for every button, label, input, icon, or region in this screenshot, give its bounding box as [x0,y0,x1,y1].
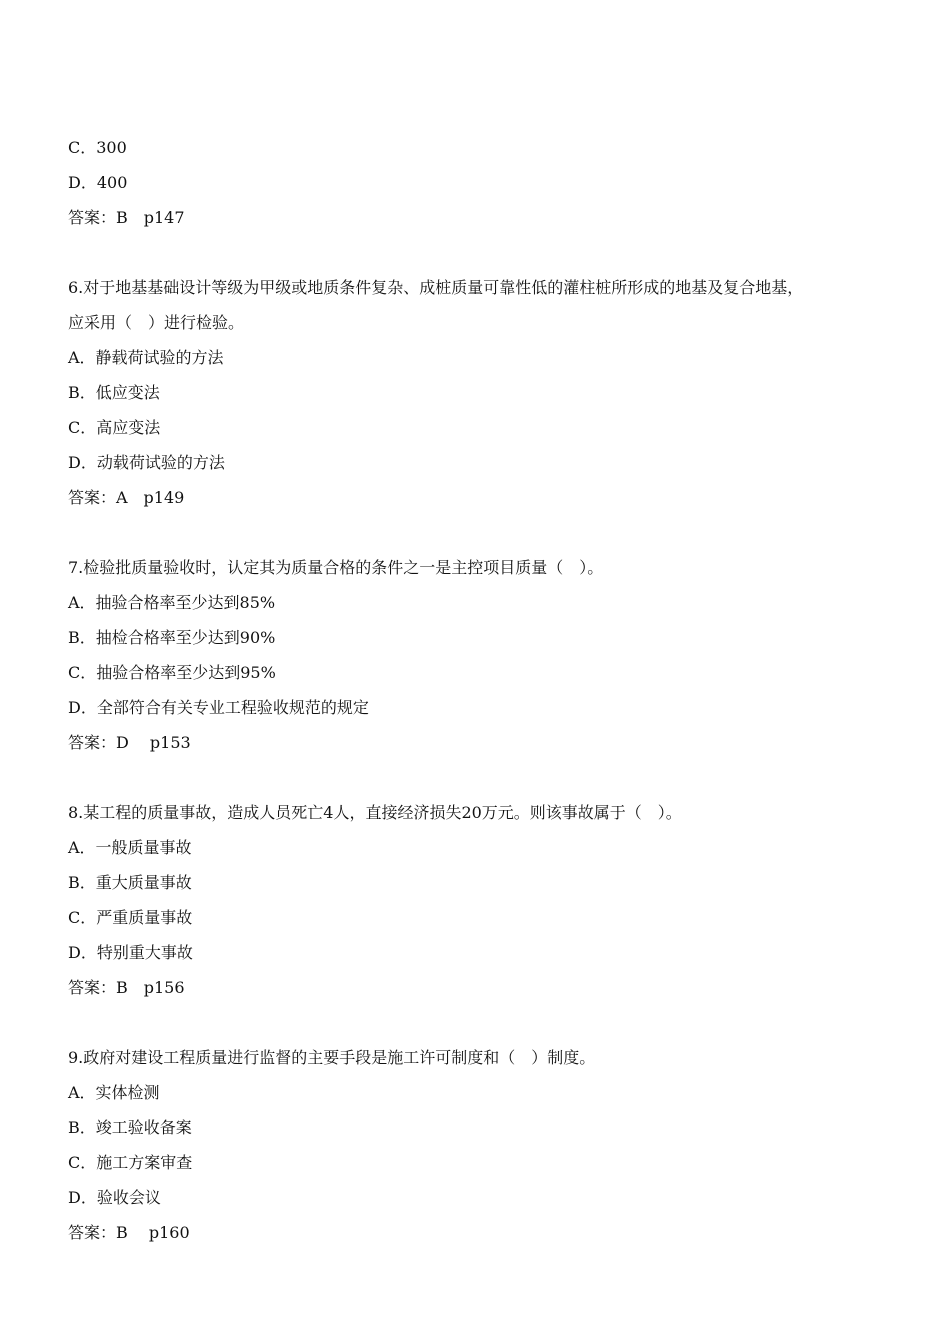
question-7-option-c: C．抽验合格率至少达到95% [68,663,276,682]
question-8-option-c: C．严重质量事故 [68,908,193,927]
question-6-option-c: C．高应变法 [68,418,161,437]
question-8-option-b: B．重大质量事故 [68,873,192,892]
question-7-option-a: A．抽验合格率至少达到85% [68,593,276,612]
question-7-option-b: B．抽检合格率至少达到90% [68,628,276,647]
option-d: D．400 [68,173,128,192]
question-6-option-d: D．动载荷试验的方法 [68,453,225,472]
question-9-option-a: A．实体检测 [68,1083,160,1102]
option-c: C．300 [68,138,127,157]
question-7-stem: 7.检验批质量验收时，认定其为质量合格的条件之一是主控项目质量（ ）。 [68,558,604,577]
question-9-answer: 答案：B p160 [68,1223,190,1242]
question-9-stem: 9.政府对建设工程质量进行监督的主要手段是施工许可制度和（ ）制度。 [68,1048,596,1067]
question-6-answer: 答案：A p149 [68,488,185,507]
spacer [68,515,888,550]
question-6-option-a: A．静载荷试验的方法 [68,348,224,367]
question-7-answer: 答案：D p153 [68,733,191,752]
question-8-option-a: A．一般质量事故 [68,838,192,857]
question-8-option-d: D．特别重大事故 [68,943,193,962]
question-9-option-d: D．验收会议 [68,1188,161,1207]
question-6-stem-line1: 6.对于地基基础设计等级为甲级或地质条件复杂、成桩质量可靠性低的灌柱桩所形成的地基及复合地基， [68,278,804,297]
spacer [68,1005,888,1040]
question-9-option-b: B．竣工验收备案 [68,1118,192,1137]
question-8-stem: 8.某工程的质量事故，造成人员死亡4人，直接经济损失20万元。则该事故属于（ ）。 [68,803,682,822]
question-list [68,130,888,1250]
answer-line: 答案：B p147 [68,208,185,227]
question-7-option-d: D．全部符合有关专业工程验收规范的规定 [68,698,369,717]
question-8-answer: 答案：B p156 [68,978,185,997]
spacer [68,235,888,270]
question-6-option-b: B．低应变法 [68,383,160,402]
question-9-option-c: C．施工方案审查 [68,1153,193,1172]
question-6-stem-line2: 应采用（ ）进行检验。 [68,313,245,332]
spacer [68,760,888,795]
